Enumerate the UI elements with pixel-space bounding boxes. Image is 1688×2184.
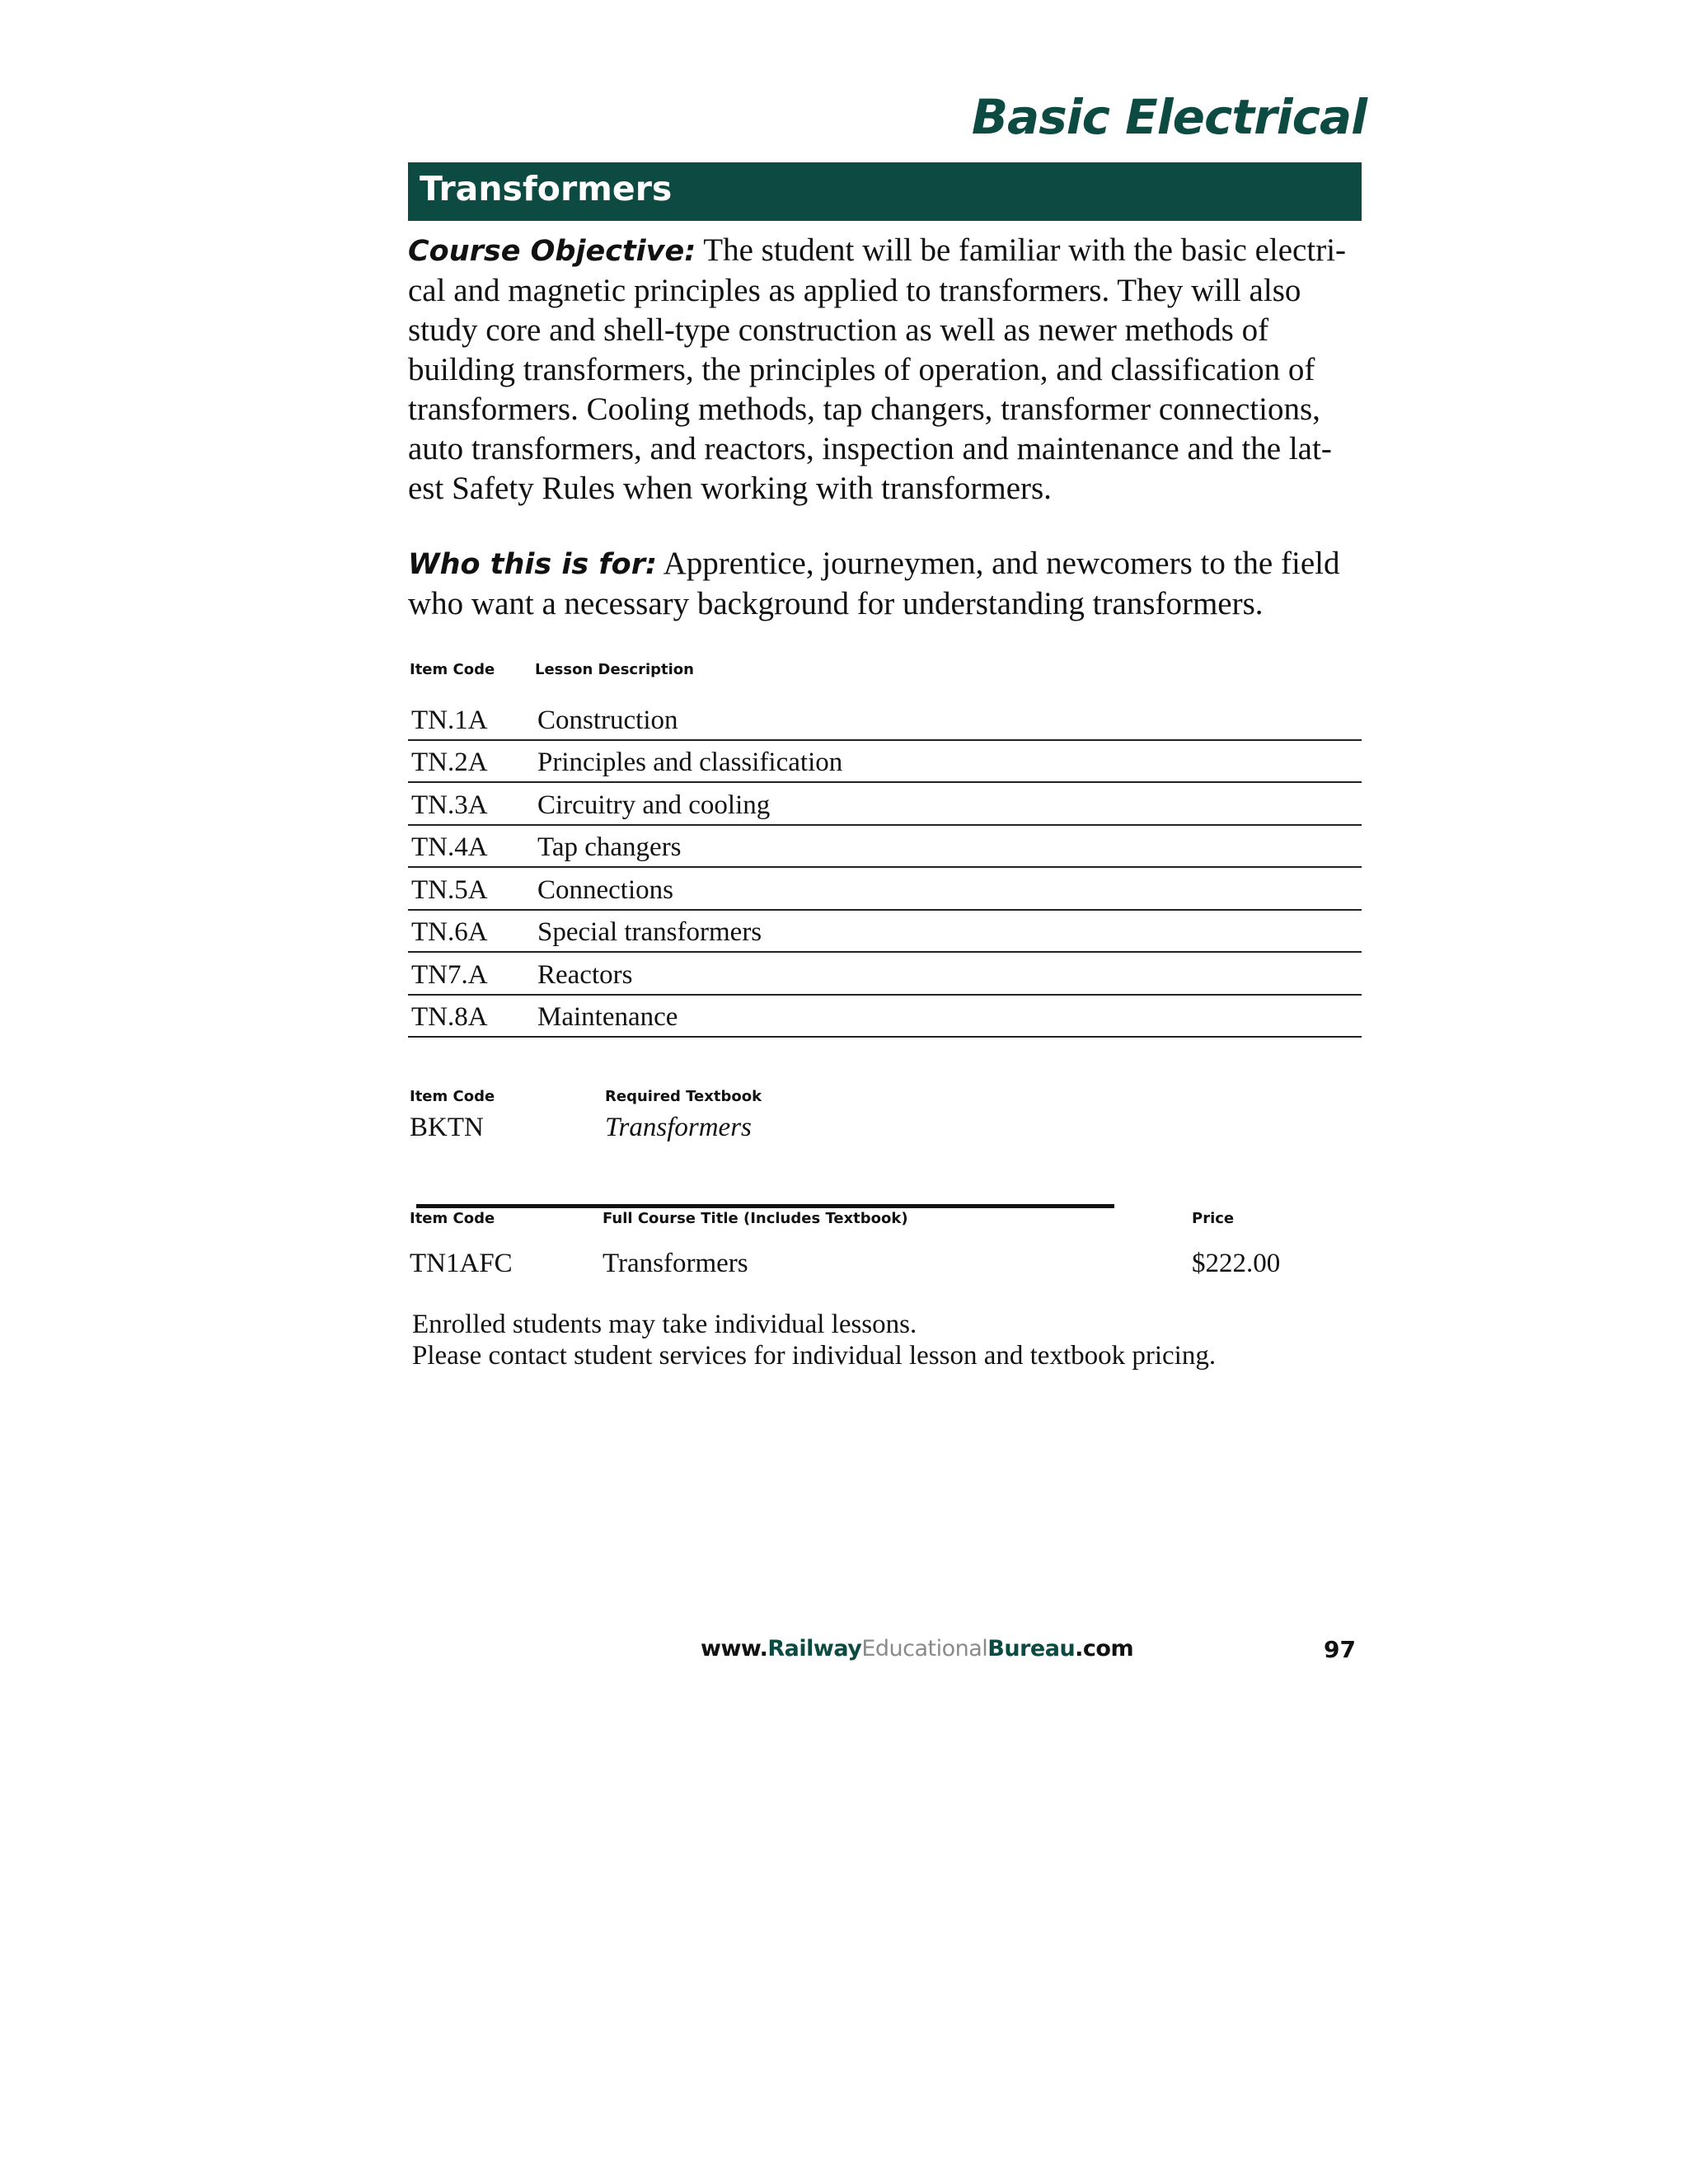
lessons-code-header: Item Code [410, 661, 495, 678]
lesson-description: Connections [537, 874, 673, 905]
lesson-code: TN.2A [411, 748, 488, 777]
lesson-code: TN.5A [411, 874, 488, 905]
course-title-bar [408, 162, 1362, 221]
lesson-description: Circuitry and cooling [537, 790, 771, 820]
lesson-code: TN.6A [411, 917, 488, 947]
table-row [408, 698, 1362, 741]
audience-line: who want a necessary background for understanding transformers. [408, 586, 1264, 621]
course-code-header: Item Code [410, 1210, 495, 1227]
textbook-code: BKTN [410, 1113, 484, 1142]
lesson-description: Special transformers [537, 917, 762, 947]
textbook-title-header: Required Textbook [605, 1088, 762, 1105]
lesson-description: Construction [537, 705, 678, 735]
table-row [408, 741, 1362, 784]
lesson-description: Tap changers [537, 832, 682, 862]
table-row [408, 996, 1362, 1038]
objective-line: est Safety Rules when working with transformers. [408, 471, 1052, 506]
section-divider [416, 1204, 1114, 1208]
table-row [408, 953, 1362, 996]
full-course-code: TN1AFC [410, 1249, 513, 1278]
objective-line: study core and shell-type construction as well as newer methods of [408, 312, 1269, 348]
table-row [408, 911, 1362, 954]
table-row [408, 783, 1362, 826]
full-course-title: Transformers [603, 1249, 748, 1278]
full-course-price: $222.00 [1192, 1249, 1281, 1278]
textbook-code-header: Item Code [410, 1088, 495, 1105]
objective-line: building transformers, the principles of operation, and classification of [408, 352, 1315, 387]
enrollment-note: Enrolled students may take individual lessons. [412, 1310, 917, 1339]
objective-line: transformers. Cooling methods, tap changers, transformer connections, [408, 391, 1320, 427]
table-row [408, 826, 1362, 869]
section-heading: Basic Electrical [971, 89, 1367, 145]
target-audience [408, 544, 1368, 624]
lesson-code: TN.1A [411, 705, 488, 735]
pricing-note: Please contact student services for individual lesson and textbook pricing. [412, 1341, 1217, 1371]
audience-line: Apprentice, journeymen, and newcomers to the field [663, 546, 1340, 581]
objective-line: The student will be familiar with the basic electri- [703, 232, 1347, 268]
lesson-description: Maintenance [537, 1002, 678, 1032]
lesson-code: TN.3A [411, 790, 488, 820]
lesson-code: TN.8A [411, 1002, 488, 1032]
lesson-description: Reactors [537, 959, 633, 990]
footer-website[interactable]: www.RailwayEducationalBureau.com [701, 1636, 1134, 1661]
audience-label: Who this is for: [408, 548, 657, 581]
course-price-header: Price [1192, 1210, 1235, 1227]
lessons-table [408, 698, 1362, 1038]
course-title: Transformers [420, 169, 673, 209]
lesson-code: TN7.A [411, 959, 488, 990]
lesson-description: Principles and classification [537, 748, 843, 777]
page-number: 97 [1324, 1636, 1356, 1663]
objective-line: cal and magnetic principles as applied to transformers. They will also [408, 273, 1301, 308]
course-objective [408, 231, 1368, 509]
lessons-description-header: Lesson Description [535, 661, 694, 678]
objective-label: Course Objective: [408, 235, 696, 268]
table-row [408, 868, 1362, 911]
lesson-code: TN.4A [411, 832, 488, 862]
course-title-header: Full Course Title (Includes Textbook) [603, 1210, 908, 1227]
textbook-title: Transformers [605, 1113, 752, 1142]
objective-line: auto transformers, and reactors, inspection and maintenance and the lat- [408, 431, 1332, 466]
